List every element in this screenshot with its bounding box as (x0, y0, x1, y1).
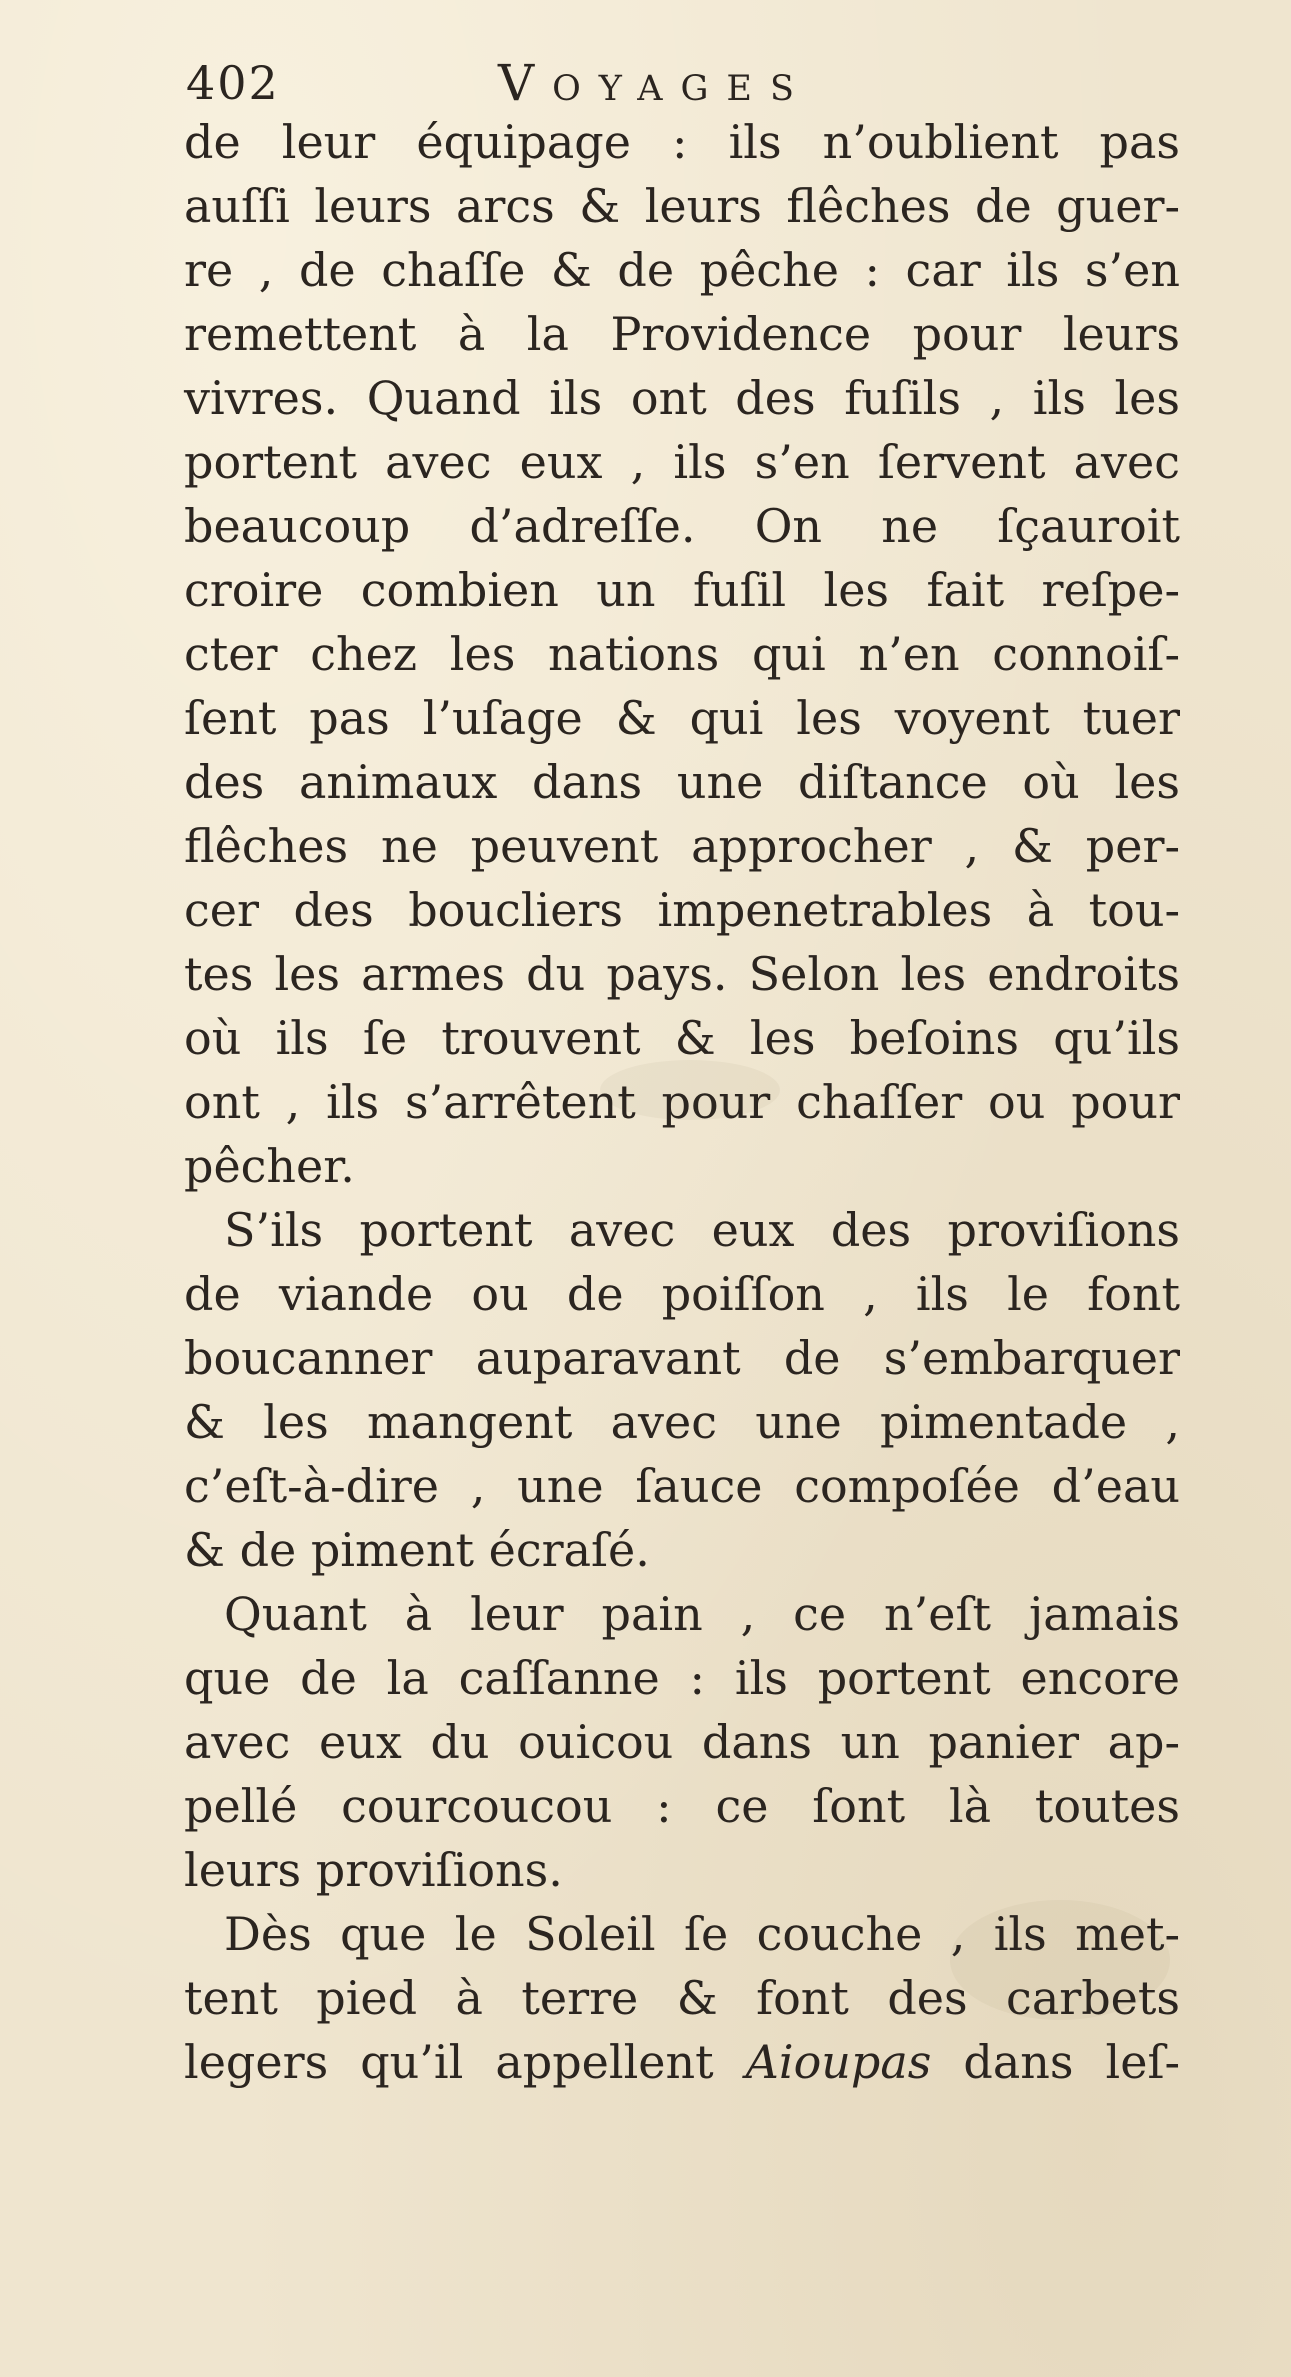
text-line: ſent pas l’uſage & qui les voyent tuer (184, 691, 1180, 745)
text-line: que de la caſſanne : ils portent encore (184, 1651, 1180, 1705)
text-line: des animaux dans une diſtance où les (184, 755, 1180, 809)
page-number: 402 (186, 56, 280, 110)
text-line: tent pied à terre & font des carbets (184, 1971, 1180, 2025)
running-title: Voyages (498, 54, 812, 112)
text-line: tes les armes du pays. Selon les endroits (184, 947, 1180, 1001)
text-line: croire combien un fuſil les fait reſpe- (184, 563, 1180, 617)
text-span: dans leſ- (963, 2035, 1181, 2089)
text-line: Dès que le Soleil ſe couche , ils met- (224, 1907, 1180, 1961)
text-line: Quant à leur pain , ce n’eſt jamais (224, 1587, 1180, 1641)
text-line (184, 2030, 1180, 2094)
text-line: avec eux du ouicou dans un panier ap- (184, 1715, 1180, 1769)
body-text (184, 110, 1184, 2094)
text-line: & les mangent avec une pimentade , (184, 1395, 1180, 1449)
text-line: c’eſt-à-dire , une ſauce compoſée d’eau (184, 1459, 1180, 1513)
text-line: cer des boucliers impenetrables à tou- (184, 883, 1180, 937)
text-line: & de piment écraſé. (184, 1523, 650, 1577)
text-line: de viande ou de poiſſon , ils le font (184, 1267, 1180, 1321)
text-line: vivres. Quand ils ont des fuſils , ils les (184, 371, 1180, 425)
text-line: boucanner auparavant de s’embarquer (184, 1331, 1180, 1385)
text-line: pêcher. (184, 1139, 355, 1193)
text-line: re , de chaſſe & de pêche : car ils s’en (184, 243, 1180, 297)
text-line: remettent à la Providence pour leurs (184, 307, 1180, 361)
text-line: flêches ne peuvent approcher , & per- (184, 819, 1180, 873)
text-line: auſſi leurs arcs & leurs flêches de guer- (184, 179, 1180, 233)
text-line: cter chez les nations qui n’en connoiſ- (184, 627, 1180, 681)
text-span: legers qu’il appellent (184, 2035, 714, 2089)
text-line: où ils ſe trouvent & les beſoins qu’ils (184, 1011, 1180, 1065)
italic-term: Aioupas (745, 2035, 932, 2089)
text-line: beaucoup d’adreſſe. On ne ſçauroit (184, 499, 1180, 553)
text-line: portent avec eux , ils s’en ſervent avec (184, 435, 1180, 489)
text-line: de leur équipage : ils n’oublient pas (184, 115, 1180, 169)
text-line: S’ils portent avec eux des proviſions (224, 1203, 1180, 1257)
text-line: ont , ils s’arrêtent pour chaſſer ou pour (184, 1075, 1180, 1129)
running-head (186, 48, 956, 118)
text-line: leurs proviſions. (184, 1843, 563, 1897)
text-line: pellé courcoucou : ce ſont là toutes (184, 1779, 1180, 1833)
